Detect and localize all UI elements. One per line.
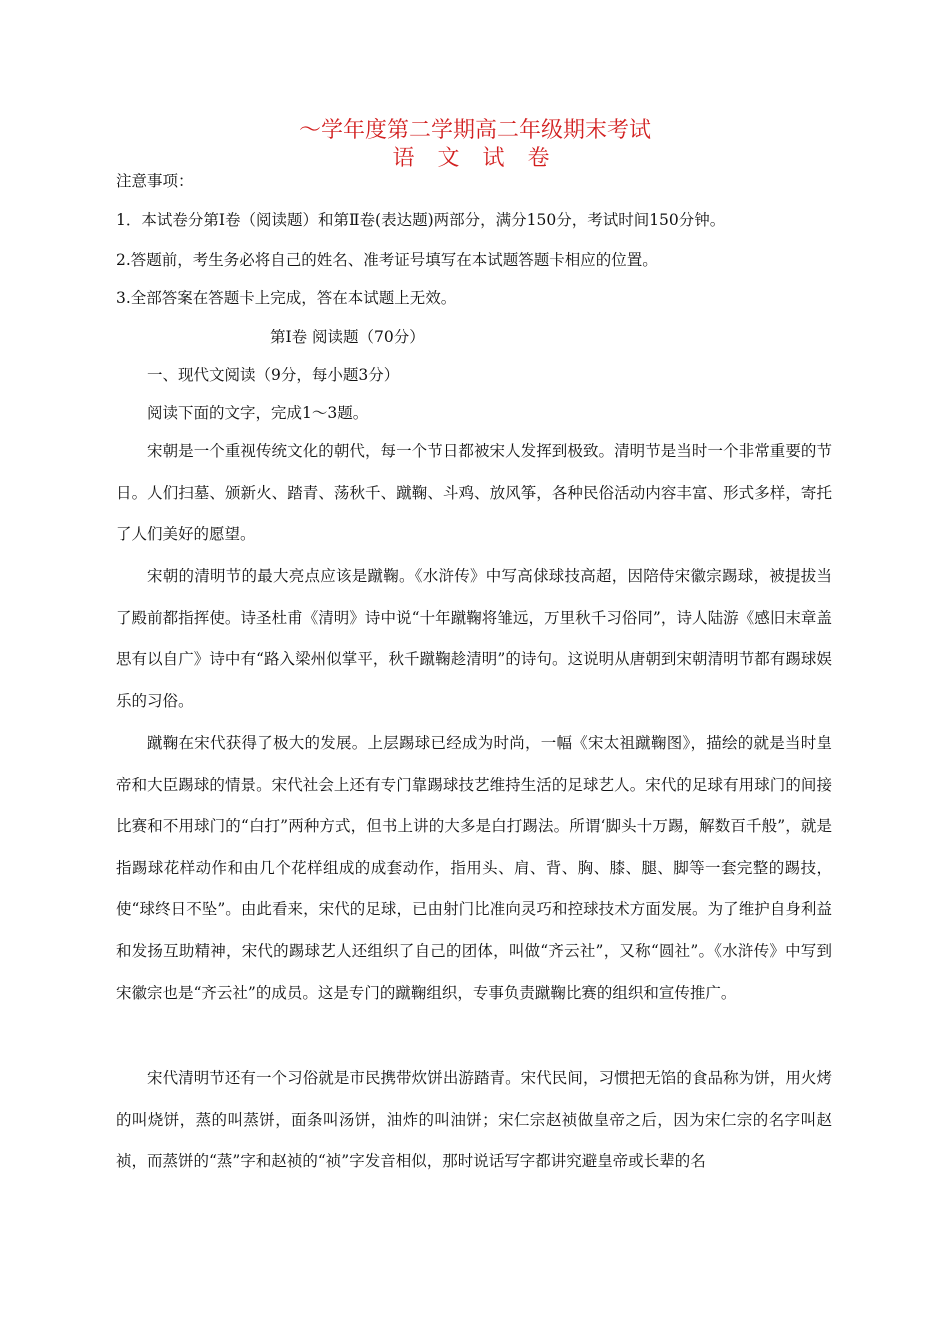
notes-heading: 注意事项：: [116, 172, 194, 190]
passage-paragraph-2: 宋朝的清明节的最大亮点应该是蹴鞠。《水浒传》中写高俅球技高超，因陪侍宋徽宗踢球，被提拔当了殿前都指挥使。诗圣杜甫《清明》诗中说“十年蹴鞠将雏远，万里秋千习俗同”，诗人陆游《感旧末章盖思有以自广》诗中有“路入梁州似掌平，秋千蹴鞠趁清明”的诗句。这说明从唐朝到宋朝清明节都有踢球娱乐的习俗。: [116, 567, 832, 710]
section-title: 第Ⅰ卷 阅读题（70分）: [270, 328, 425, 346]
passage-paragraph-4: 宋代清明节还有一个习俗就是市民携带炊饼出游踏青。宋代民间，习惯把无馅的食品称为饼，用火烤的叫烧饼，蒸的叫蒸饼，面条叫汤饼，油炸的叫油饼；宋仁宗赵祯做皇帝之后，因为宋仁宗的名字叫赵祯，而蒸饼的“蒸”字和赵祯的“祯”字发音相似，那时说话写字都讲究避皇帝或长辈的名: [116, 1069, 832, 1171]
part-heading: 一、现代文阅读（9分，每小题3分）: [147, 366, 400, 384]
note-item-1: 1．本试卷分第Ⅰ卷（阅读题）和第Ⅱ卷(表达题)两部分，满分150分，考试时间150分钟。: [116, 211, 726, 229]
exam-subtitle: 语 文 试 卷: [392, 146, 558, 171]
passage-paragraph-1: 宋朝是一个重视传统文化的朝代，每一个节日都被宋人发挥到极致。清明节是当时一个非常重要的节日。人们扫墓、颁新火、踏青、荡秋千、蹴鞠、斗鸡、放风筝，各种民俗活动内容丰富、形式多样，寄托了人们美好的愿望。: [116, 442, 832, 544]
passage-paragraph-3: 蹴鞠在宋代获得了极大的发展。上层踢球已经成为时尚，一幅《宋太祖蹴鞠图》，描绘的就是当时皇帝和大臣踢球的情景。宋代社会上还有专门靠踢球技艺维持生活的足球艺人。宋代的足球有用球门的间接比赛和不用球门的“白打”两种方式，但书上讲的大多是白打踢法。所谓‘脚头十万踢，解数百千般”，就是指踢球花样动作和由几个花样组成的成套动作，指用头、肩、背、胸、膝、腿、脚等一套完整的踢技，使“球终日不坠”。由此看来，宋代的足球，已由射门比准向灵巧和控球技术方面发展。为了维护自身利益和发扬互助精神，宋代的踢球艺人还组织了自己的团体，叫做“齐云社”，又称“圆社”。《水浒传》中写到宋徽宗也是“齐云社”的成员。这是专门的蹴鞠组织，专事负责蹴鞠比赛的组织和宣传推广。: [116, 734, 832, 1002]
note-item-2: 2.答题前，考生务必将自己的姓名、准考证号填写在本试题答题卡相应的位置。: [116, 251, 658, 269]
reading-instruction: 阅读下面的文字，完成1～3题。: [147, 404, 369, 422]
exam-title: ～学年度第二学期高二年级期末考试: [298, 118, 651, 143]
note-item-3: 3.全部答案在答题卡上完成，答在本试题上无效。: [116, 289, 457, 307]
